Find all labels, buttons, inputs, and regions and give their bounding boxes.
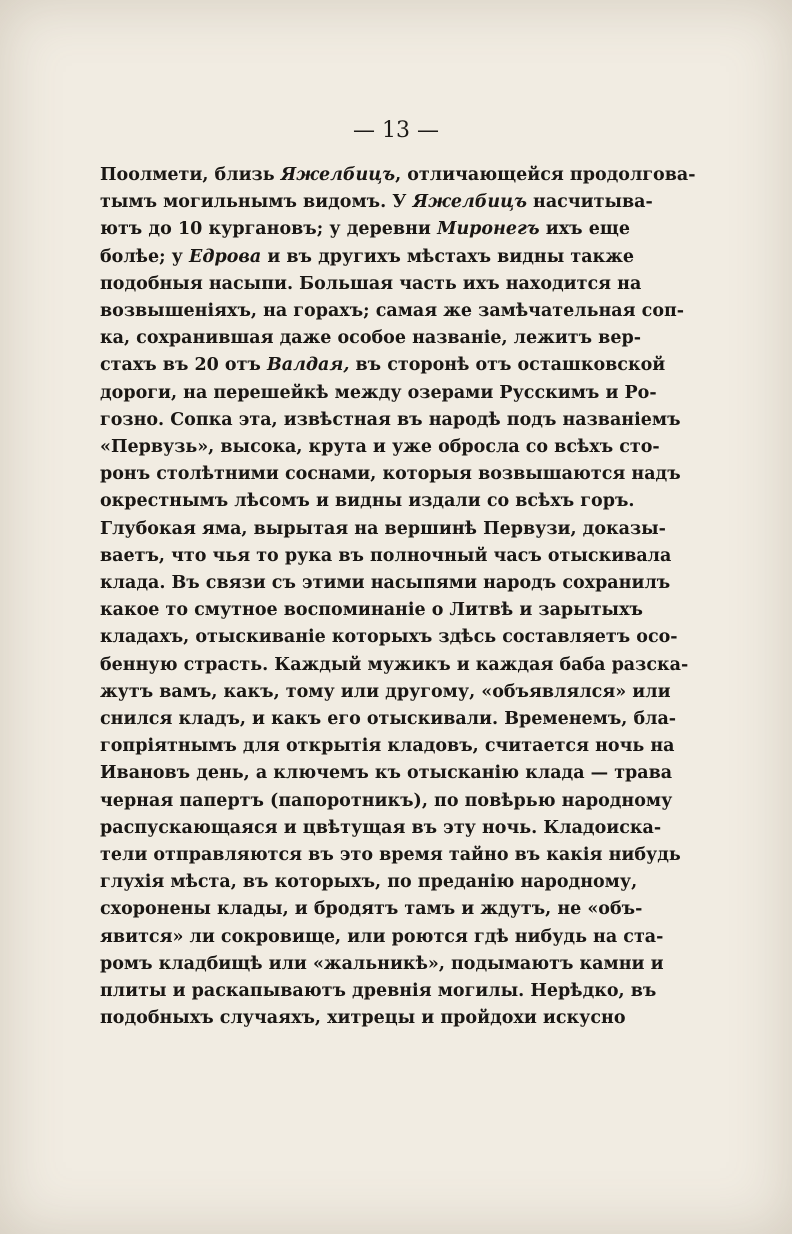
text-line bbox=[100, 189, 653, 216]
text-segment: Поолмети, близь bbox=[100, 165, 281, 185]
text-line bbox=[100, 679, 671, 706]
text-segment: ронъ столѣтними соснами, которыя возвышаются надъ bbox=[100, 464, 681, 485]
text-segment: ютъ до 10 кургановъ; у деревни bbox=[100, 219, 438, 240]
text-line bbox=[100, 924, 664, 951]
text-line bbox=[100, 162, 696, 189]
text-line bbox=[100, 461, 681, 488]
text-segment: насчитыва- bbox=[526, 192, 653, 213]
text-line bbox=[100, 407, 681, 434]
text-line bbox=[100, 380, 657, 407]
text-line bbox=[100, 488, 635, 515]
text-segment: черная папертъ (папоротникъ), по повѣрью народному bbox=[100, 790, 673, 811]
text-line bbox=[100, 733, 675, 760]
text-segment: гопріятнымъ для открытія кладовъ, считается ночь на bbox=[100, 736, 675, 757]
text-segment: кладахъ, отыскиваніе которыхъ здѣсь составляетъ осо- bbox=[100, 627, 678, 648]
italic-place-name: Яжелбицъ bbox=[412, 192, 527, 213]
text-line bbox=[100, 325, 641, 352]
body-text bbox=[100, 162, 696, 1033]
text-segment: ка, сохранившая даже особое названіе, лежитъ вер- bbox=[100, 328, 641, 349]
text-segment: и въ другихъ мѣстахъ видны также bbox=[261, 246, 634, 267]
text-segment: распускающаяся и цвѣтущая въ эту ночь. Кладоиска- bbox=[100, 817, 662, 838]
text-line bbox=[100, 706, 677, 733]
text-segment: явится» ли сокровище, или роются гдѣ нибудь на ста- bbox=[100, 926, 664, 947]
text-segment: подобныя насыпи. Большая часть ихъ находится на bbox=[100, 273, 642, 294]
text-line bbox=[100, 896, 643, 923]
text-segment: какое то смутное воспоминаніе о Литвѣ и зарытыхъ bbox=[100, 600, 643, 621]
text-segment: бенную страсть. Каждый мужикъ и каждая баба разска- bbox=[100, 654, 689, 675]
text-line bbox=[100, 216, 630, 243]
text-segment: клада. Въ связи съ этими насыпями народъ сохранилъ bbox=[100, 573, 671, 594]
italic-place-name: Валдая, bbox=[266, 355, 350, 376]
text-line bbox=[100, 570, 671, 597]
text-line bbox=[100, 652, 689, 679]
text-line bbox=[100, 597, 643, 624]
text-segment: «Первузь», высока, крута и уже обросла со всѣхъ сто- bbox=[100, 437, 660, 458]
text-line bbox=[100, 271, 642, 298]
text-line bbox=[100, 788, 673, 815]
text-line bbox=[100, 951, 664, 978]
text-line bbox=[100, 1005, 630, 1032]
text-segment: ваетъ, что чья то рука въ полночный часъ отыскивала bbox=[100, 545, 672, 566]
text-segment: глухія мѣста, въ которыхъ, по преданію народному, bbox=[100, 872, 638, 893]
text-line bbox=[100, 434, 660, 461]
text-segment: возвышеніяхъ, на горахъ; самая же замѣчательная соп- bbox=[100, 301, 685, 322]
text-line bbox=[100, 842, 681, 869]
italic-place-name: Яжелбицъ bbox=[280, 165, 396, 185]
text-segment: тымъ могильнымъ видомъ. У bbox=[100, 192, 413, 213]
text-segment: ромъ кладбищѣ или «жальникѣ», подымаютъ камни и bbox=[100, 953, 664, 974]
page-number: — 13 — bbox=[353, 118, 439, 143]
text-segment: плиты и раскапываютъ древнія могилы. Нерѣдко, въ bbox=[100, 981, 657, 1002]
text-line bbox=[100, 298, 685, 325]
text-segment: Ивановъ день, а ключемъ къ отысканію клада — трава bbox=[100, 763, 673, 784]
italic-place-name: Едрова bbox=[188, 246, 262, 267]
text-segment: подобныхъ случаяхъ, хитрецы и пройдохи искусно bbox=[100, 1008, 626, 1029]
text-segment: окрестнымъ лѣсомъ и видны издали со всѣхъ горъ. bbox=[100, 491, 635, 512]
text-segment: болѣе; у bbox=[100, 246, 189, 267]
text-line bbox=[100, 516, 666, 543]
text-segment: , отличающейся продолгова- bbox=[395, 165, 696, 185]
text-segment: ихъ еще bbox=[539, 219, 630, 240]
text-line bbox=[100, 624, 678, 651]
text-segment: снился кладъ, и какъ его отыскивали. Временемъ, бла- bbox=[100, 709, 677, 730]
text-line bbox=[100, 244, 634, 271]
text-segment: жутъ вамъ, какъ, тому или другому, «объявлялся» или bbox=[100, 681, 671, 702]
text-segment: въ сторонѣ отъ осташковской bbox=[349, 355, 666, 376]
text-segment: стахъ въ 20 отъ bbox=[100, 355, 267, 376]
text-line bbox=[100, 815, 662, 842]
text-segment: гозно. Сопка эта, извѣстная въ народѣ подъ названіемъ bbox=[100, 409, 681, 430]
text-line bbox=[100, 760, 673, 787]
text-line bbox=[100, 869, 638, 896]
text-segment: дороги, на перешейкѣ между озерами Русскимъ и Ро- bbox=[100, 382, 657, 403]
text-line bbox=[100, 543, 672, 570]
text-segment: схоронены клады, и бродятъ тамъ и ждутъ, не «объ- bbox=[100, 899, 643, 920]
text-segment: тели отправляются въ это время тайно въ какія нибудь bbox=[100, 845, 681, 866]
italic-place-name: Миронегъ bbox=[437, 219, 540, 240]
text-line bbox=[100, 352, 666, 379]
text-line bbox=[100, 978, 657, 1005]
text-segment: Глубокая яма, вырытая на вершинѣ Первузи, доказы- bbox=[100, 518, 666, 539]
